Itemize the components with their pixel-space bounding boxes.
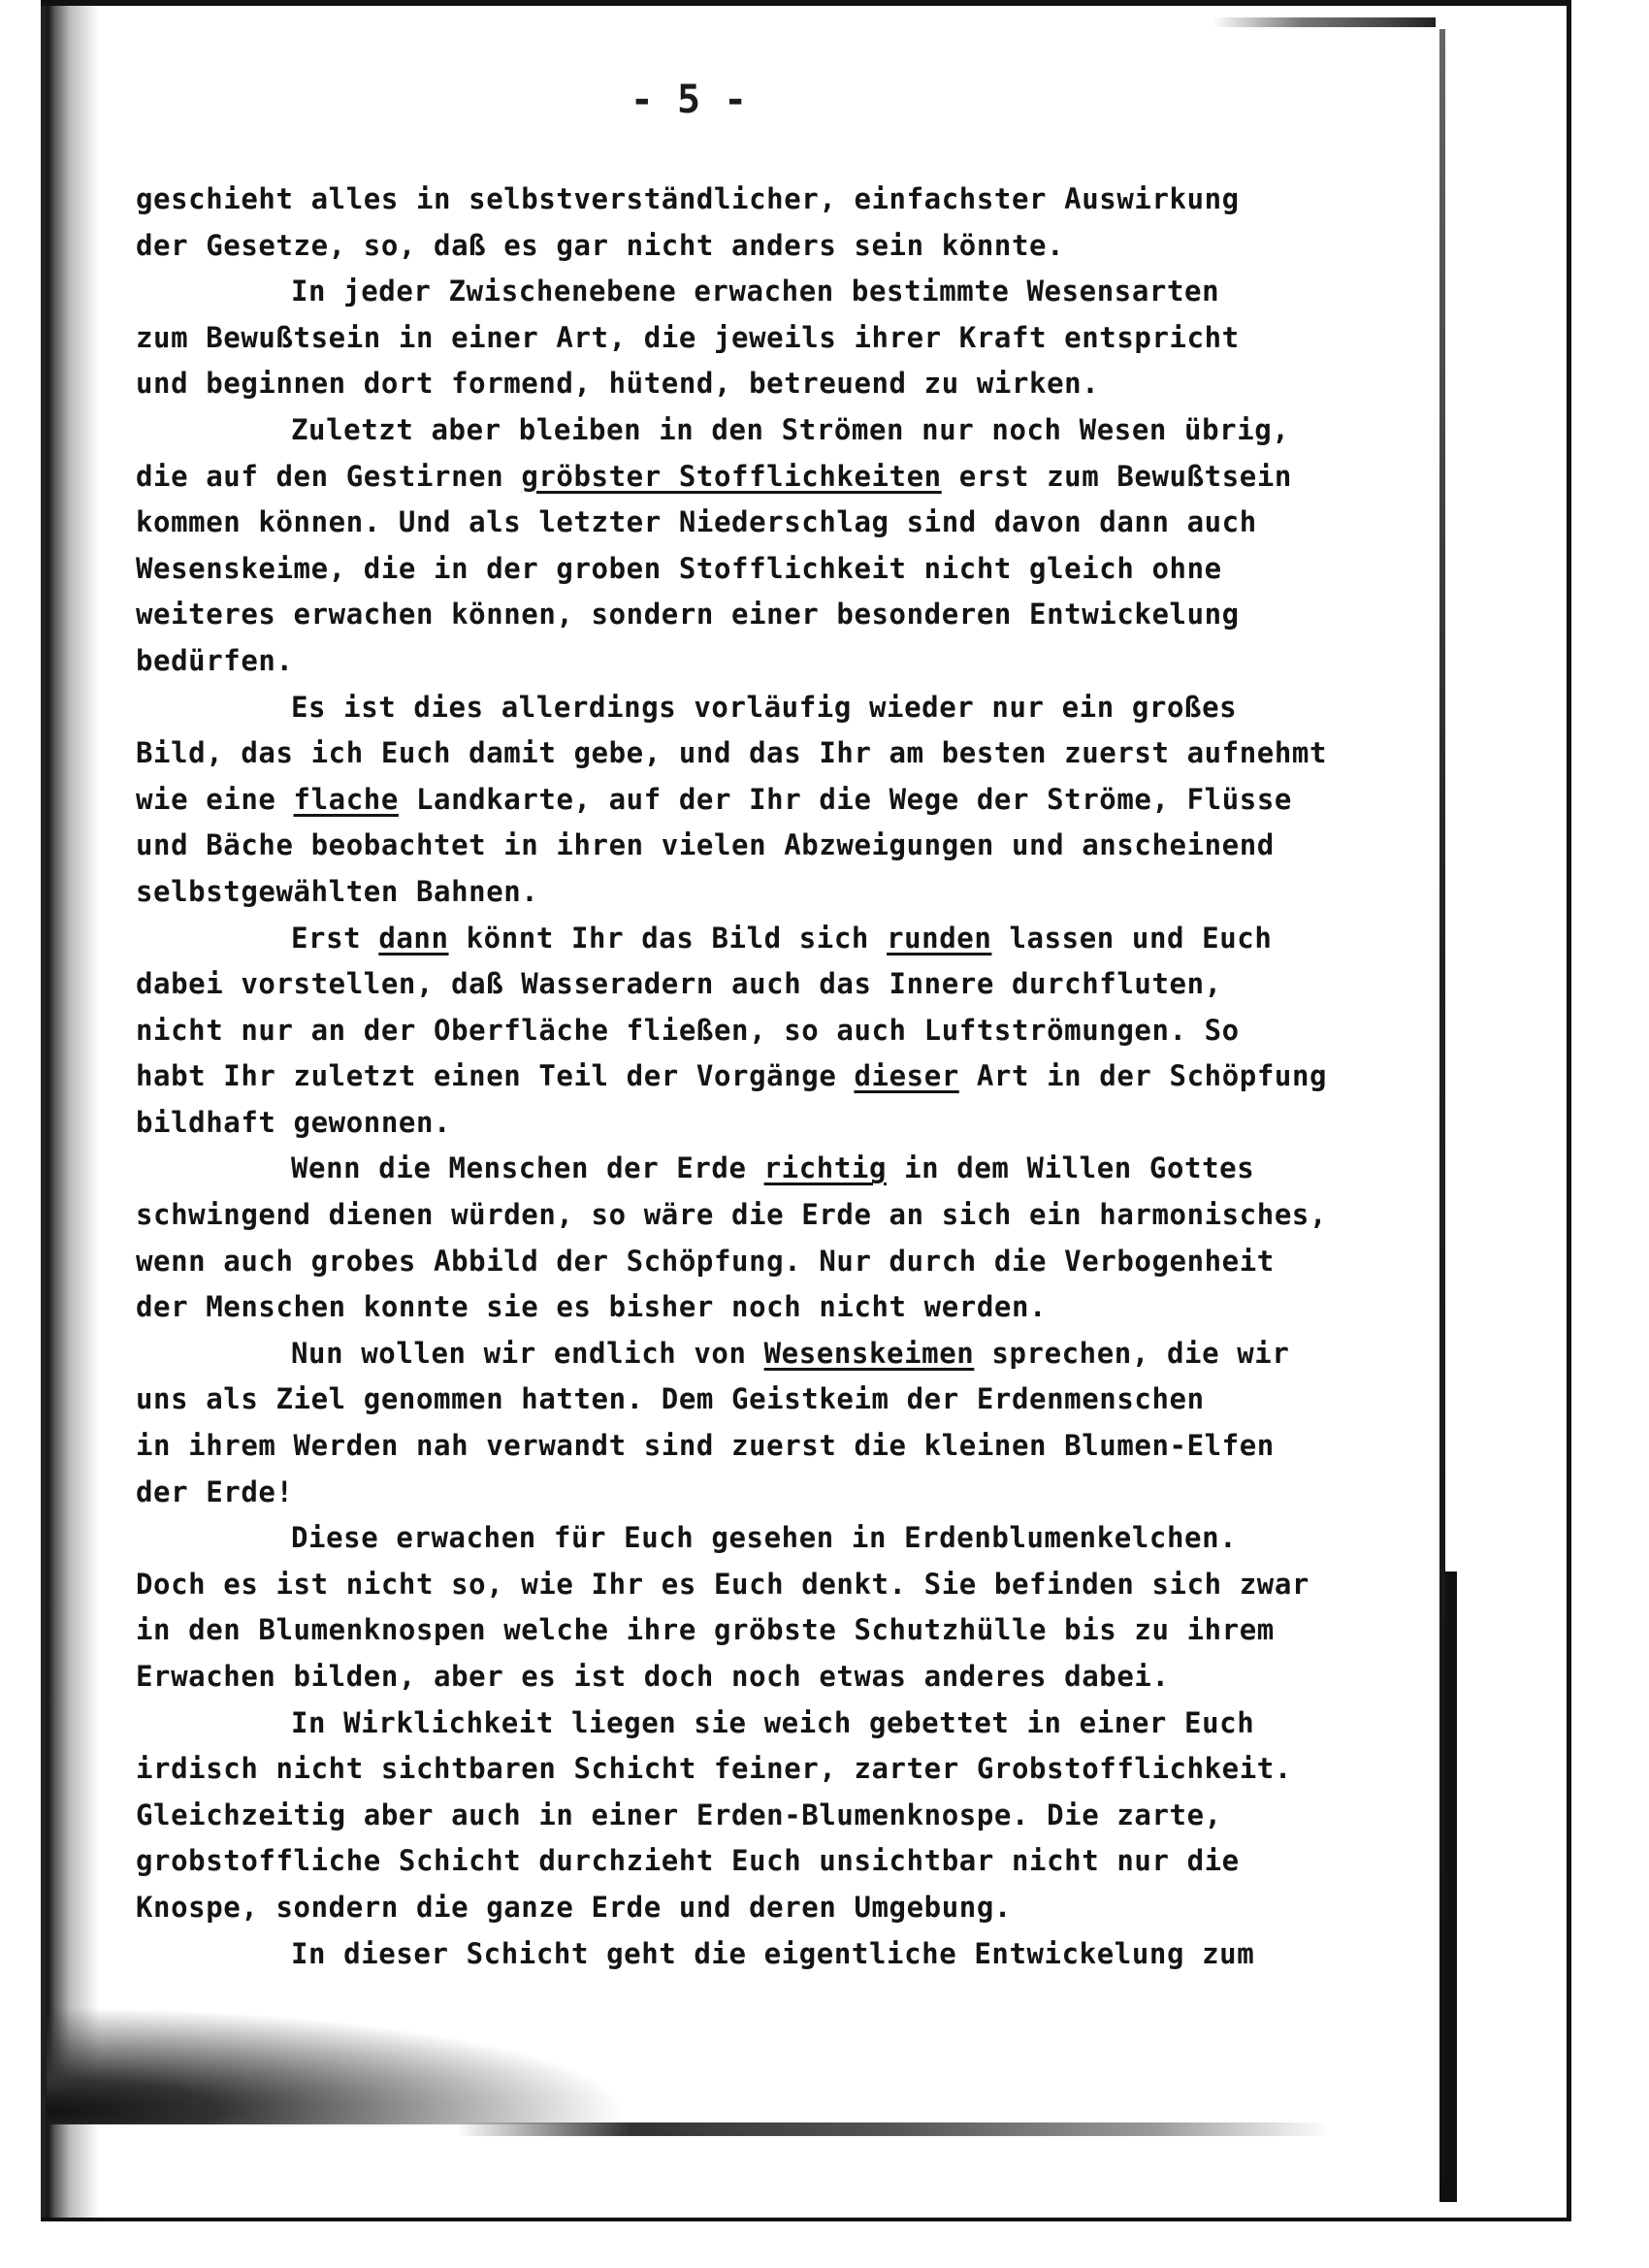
text-line <box>136 407 1426 454</box>
text-span: In Wirklichkeit liegen sie weich gebettet in einer Euch <box>291 1705 1255 1739</box>
text-line <box>136 1562 1426 1608</box>
underlined-word: dieser <box>854 1059 959 1093</box>
text-line <box>136 1701 1426 1747</box>
text-line <box>136 592 1426 638</box>
text-span: Zuletzt aber bleiben in den Strömen nur noch Wesen übrig, <box>291 412 1290 446</box>
text-line <box>136 1377 1426 1423</box>
text-line <box>136 177 1426 223</box>
text-span: der Erde! <box>136 1474 294 1508</box>
text-line <box>136 1053 1426 1100</box>
text-span: in dem Willen Gottes <box>887 1151 1255 1185</box>
text-span: Doch es ist nicht so, wie Ihr es Euch denkt. Sie befinden sich zwar <box>136 1567 1310 1601</box>
text-span: Nun wollen wir endlich von <box>291 1336 764 1370</box>
text-line <box>136 1284 1426 1331</box>
text-span: bildhaft gewonnen. <box>136 1105 452 1139</box>
text-line <box>136 777 1426 824</box>
text-line <box>136 500 1426 546</box>
text-line <box>136 223 1426 270</box>
text-line <box>136 1100 1426 1147</box>
text-span: könnt Ihr das Bild sich <box>448 921 888 955</box>
text-line <box>136 1746 1426 1793</box>
text-span: bedürfen. <box>136 643 294 677</box>
text-line <box>136 638 1426 685</box>
text-span: Erwachen bilden, aber es ist doch noch etwas anderes dabei. <box>136 1660 1170 1693</box>
text-span: sprechen, die wir <box>974 1336 1290 1370</box>
text-span: geschieht alles in selbstverständlicher, einfachster Auswirkung <box>136 182 1240 215</box>
text-line <box>136 315 1426 362</box>
text-span: kommen können. Und als letzter Niederschlag sind davon dann auch <box>136 505 1257 539</box>
text-span: in den Blumenknospen welche ihre gröbste Schutzhülle bis zu ihrem <box>136 1613 1275 1647</box>
text-span: weiteres erwachen können, sondern einer besonderen Entwickelung <box>136 598 1240 632</box>
text-line <box>136 869 1426 916</box>
text-span: Es ist dies allerdings vorläufig wieder nur ein großes <box>291 690 1238 724</box>
text-span: zum Bewußtsein in einer Art, die jeweils ihrer Kraft entspricht <box>136 320 1240 354</box>
text-span: Erst <box>291 921 379 955</box>
text-span: Diese erwachen für Euch gesehen in Erdenblumenkelchen. <box>291 1521 1238 1555</box>
text-line <box>136 685 1426 731</box>
text-span: Landkarte, auf der Ihr die Wege der Ströme, Flüsse <box>398 782 1292 816</box>
text-line <box>136 1239 1426 1285</box>
text-span: Wenn die Menschen der Erde <box>291 1151 764 1185</box>
text-line <box>136 961 1426 1008</box>
page-number: - 5 - <box>630 78 748 122</box>
text-span: uns als Ziel genommen hatten. Dem Geistkeim der Erdenmenschen <box>136 1382 1205 1416</box>
text-line <box>136 1008 1426 1054</box>
text-line <box>136 361 1426 407</box>
underlined-word: runden <box>887 921 992 955</box>
text-span: habt Ihr zuletzt einen Teil der Vorgänge <box>136 1059 855 1093</box>
text-span: schwingend dienen würden, so wäre die Erde an sich ein harmonisches, <box>136 1198 1328 1232</box>
underlined-word: Wesenskeimen <box>763 1336 975 1370</box>
text-line <box>136 1654 1426 1701</box>
underlined-word: gröbster Stofflichkeiten <box>521 459 942 493</box>
text-span: Wesenskeime, die in der groben Stofflichkeit nicht gleich ohne <box>136 551 1222 585</box>
text-span: Gleichzeitig aber auch in einer Erden-Blumenknospe. Die zarte, <box>136 1798 1222 1831</box>
text-span: erst zum Bewußtsein <box>941 459 1292 493</box>
text-span: die auf den Gestirnen <box>136 459 522 493</box>
underlined-word: richtig <box>763 1151 888 1185</box>
text-line <box>136 1192 1426 1239</box>
text-line <box>136 823 1426 869</box>
typewritten-text <box>136 177 1426 1977</box>
text-line <box>136 1885 1426 1931</box>
text-span: dabei vorstellen, daß Wasseradern auch das Innere durchfluten, <box>136 967 1222 1001</box>
text-line <box>136 1607 1426 1654</box>
text-line <box>136 1838 1426 1885</box>
underlined-word: dann <box>378 921 449 955</box>
text-line <box>136 1146 1426 1192</box>
text-span: Art in der Schöpfung <box>958 1059 1328 1093</box>
text-line <box>136 916 1426 962</box>
text-span: der Gesetze, so, daß es gar nicht anders sein könnte. <box>136 228 1065 262</box>
text-span: In jeder Zwischenebene erwachen bestimmte Wesensarten <box>291 275 1220 308</box>
text-line <box>136 269 1426 315</box>
text-span: und beginnen dort formend, hütend, betreuend zu wirken. <box>136 367 1100 401</box>
text-line <box>136 1515 1426 1562</box>
text-span: wenn auch grobes Abbild der Schöpfung. Nur durch die Verbogenheit <box>136 1244 1275 1278</box>
text-span: In dieser Schicht geht die eigentliche Entwickelung zum <box>291 1936 1255 1970</box>
text-span: und Bäche beobachtet in ihren vielen Abzweigungen und anscheinend <box>136 828 1275 862</box>
text-span: wie eine <box>136 782 294 816</box>
text-span: der Menschen konnte sie es bisher noch nicht werden. <box>136 1290 1048 1324</box>
text-line <box>136 1793 1426 1839</box>
text-span: grobstoffliche Schicht durchzieht Euch unsichtbar nicht nur die <box>136 1844 1240 1878</box>
text-span: Knospe, sondern die ganze Erde und deren Umgebung. <box>136 1890 1012 1924</box>
text-line <box>136 730 1426 777</box>
text-span: irdisch nicht sichtbaren Schicht feiner, zarter Grobstofflichkeit. <box>136 1752 1292 1786</box>
text-span: Bild, das ich Euch damit gebe, und das Ihr am besten zuerst aufnehmt <box>136 736 1328 770</box>
scan-right-edge-dark <box>1445 1571 1457 2202</box>
text-line <box>136 454 1426 501</box>
text-span: nicht nur an der Oberfläche fließen, so auch Luftströmungen. So <box>136 1013 1240 1047</box>
text-span: lassen und Euch <box>991 921 1273 955</box>
text-line <box>136 1331 1426 1377</box>
underlined-word: flache <box>293 782 399 816</box>
text-line <box>136 546 1426 593</box>
scan-bottom-smudge <box>456 2122 1329 2136</box>
text-span: in ihrem Werden nah verwandt sind zuerst die kleinen Blumen-Elfen <box>136 1429 1275 1463</box>
text-line <box>136 1470 1426 1516</box>
scan-top-smudge <box>1212 17 1436 27</box>
text-line <box>136 1931 1426 1978</box>
text-span: selbstgewählten Bahnen. <box>136 874 539 908</box>
text-line <box>136 1423 1426 1470</box>
